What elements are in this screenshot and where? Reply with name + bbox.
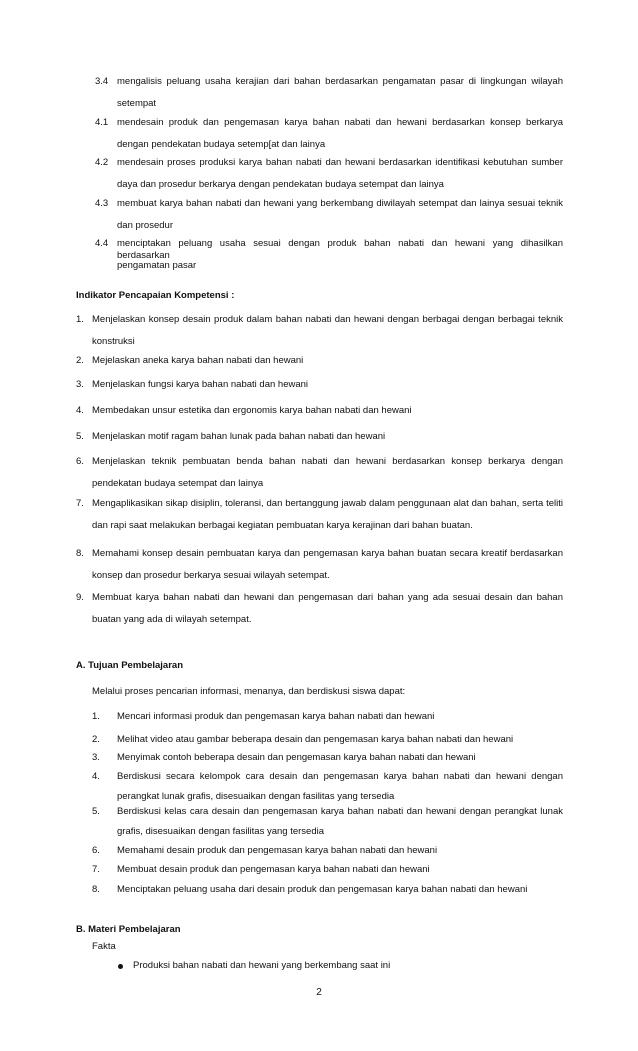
kd-item-number: 4.4 xyxy=(95,238,109,249)
kd-item-text-continued: setempat xyxy=(117,98,157,109)
tujuan-item xyxy=(92,864,563,876)
indikator-item-number: 2. xyxy=(76,355,84,366)
indikator-item xyxy=(76,456,563,468)
page-number: 2 xyxy=(316,987,322,998)
indikator-item-number: 8. xyxy=(76,548,84,559)
tujuan-item-text: Menciptakan peluang usaha dari desain produk dan pengemasan karya bahan nabati dan hewani xyxy=(117,884,528,895)
tujuan-item-text: Memahami desain produk dan pengemasan karya bahan nabati dan hewani xyxy=(117,845,438,856)
indikator-item-text-continued: buatan yang ada di wilayah setempat. xyxy=(92,614,252,625)
indikator-item-number: 1. xyxy=(76,314,84,325)
indikator-item xyxy=(76,431,563,443)
kd-item-number: 4.1 xyxy=(95,117,109,128)
indikator-item-text: Menjelaskan motif ragam bahan lunak pada bahan nabati dan hewani xyxy=(92,431,386,442)
kd-item-text-continued: daya dan prosedur berkarya dengan pendekatan budaya setempat dan lainya xyxy=(117,179,444,190)
kd-item xyxy=(95,157,563,169)
tujuan-item-number: 3. xyxy=(92,752,100,763)
kd-item-number: 4.3 xyxy=(95,198,109,209)
kd-item-text: mendesain proses produksi karya bahan nabati dan hewani berdasarkan identifikasi kebutuhan sumber xyxy=(117,157,563,168)
tujuan-item-number: 5. xyxy=(92,806,100,817)
tujuan-item-text: Berdiskusi secara kelompok cara desain dan pengemasan karya bahan nabati dan hewani dengan xyxy=(117,771,563,782)
tujuan-item-text: Menyimak contoh beberapa desain dan pengemasan karya bahan nabati dan hewani xyxy=(117,752,476,763)
indikator-heading: Indikator Pencapaian Kompetensi : xyxy=(76,290,235,301)
tujuan-item-number: 1. xyxy=(92,711,100,722)
kd-item-text: menciptakan peluang usaha sesuai dengan produk bahan nabati dan hewani yang dihasilkan berdasarkan xyxy=(117,238,563,261)
tujuan-item-number: 6. xyxy=(92,845,100,856)
kd-item xyxy=(95,76,563,88)
indikator-item xyxy=(76,314,563,326)
kd-item-text: membuat karya bahan nabati dan hewani yang berkembang diwilayah setempat dan lainya sesuai teknik xyxy=(117,198,563,209)
indikator-item-text-continued: dan rapi saat melakukan berbagai kegiatan pembuatan karya kerajinan dari bahan buatan. xyxy=(92,520,473,531)
indikator-item-number: 6. xyxy=(76,456,84,467)
indikator-item-number: 9. xyxy=(76,592,84,603)
tujuan-intro: Melalui proses pencarian informasi, menanya, dan berdiskusi siswa dapat: xyxy=(92,686,406,697)
kd-item xyxy=(95,117,563,129)
tujuan-item xyxy=(92,806,563,818)
indikator-item-text-continued: konsep dan prosedur berkarya sesuai wilayah setempat. xyxy=(92,570,330,581)
indikator-item xyxy=(76,548,563,560)
indikator-item xyxy=(76,498,563,510)
indikator-item-text: Mejelaskan aneka karya bahan nabati dan hewani xyxy=(92,355,304,366)
indikator-item-text: Mengaplikasikan sikap disiplin, toleransi, dan bertanggung jawab dalam penggunaan alat dan bahan, serta teliti xyxy=(92,498,563,509)
indikator-item-text: Menjelaskan fungsi karya bahan nabati dan hewani xyxy=(92,379,309,390)
tujuan-item-number: 2. xyxy=(92,734,100,745)
tujuan-item xyxy=(92,845,563,857)
kd-item-text: mengalisis peluang usaha kerajian dari bahan berdasarkan pengamatan pasar di lingkungan wilayah xyxy=(117,76,563,87)
indikator-item-text: Menjelaskan konsep desain produk dalam bahan nabati dan hewani dengan berbagai dengan berbagai teknik xyxy=(92,314,563,325)
kd-item-text-continued: dan prosedur xyxy=(117,220,173,231)
tujuan-item-text: Membuat desain produk dan pengemasan karya bahan nabati dan hewani xyxy=(117,864,430,875)
indikator-item xyxy=(76,379,563,391)
indikator-item-number: 3. xyxy=(76,379,84,390)
tujuan-item xyxy=(92,884,563,896)
tujuan-item xyxy=(92,752,563,764)
kd-item-text-continued: pengamatan pasar xyxy=(117,260,197,271)
kd-item xyxy=(95,198,563,210)
indikator-item xyxy=(76,405,563,417)
indikator-item-text: Menjelaskan teknik pembuatan benda bahan nabati dan hewani berdasarkan konsep berkarya dengan xyxy=(92,456,563,467)
indikator-item-text: Membuat karya bahan nabati dan hewani dan pengemasan dari bahan yang ada sesuai desain dan bahan xyxy=(92,592,563,603)
indikator-item xyxy=(76,355,563,367)
tujuan-item-number: 7. xyxy=(92,864,100,875)
kd-item-text: mendesain produk dan pengemasan karya bahan nabati dan hewani berdasarkan konsep berkarya xyxy=(117,117,563,128)
indikator-item xyxy=(76,592,563,604)
tujuan-item-text-continued: grafis, disesuaikan dengan fasilitas yang tersedia xyxy=(117,826,325,837)
tujuan-item-number: 8. xyxy=(92,884,100,895)
materi-subheading: Fakta xyxy=(92,941,116,952)
tujuan-item xyxy=(92,711,563,723)
tujuan-heading: A. Tujuan Pembelajaran xyxy=(76,660,183,671)
tujuan-item-text-continued: perangkat lunak grafis, disesuaikan dengan fasilitas yang tersedia xyxy=(117,791,395,802)
indikator-item-number: 7. xyxy=(76,498,84,509)
tujuan-item-text: Mencari informasi produk dan pengemasan karya bahan nabati dan hewani xyxy=(117,711,435,722)
indikator-item-text-continued: konstruksi xyxy=(92,336,135,347)
tujuan-item xyxy=(92,734,563,746)
tujuan-item-number: 4. xyxy=(92,771,100,782)
kd-item-text-continued: dengan pendekatan budaya setemp[at dan lainya xyxy=(117,139,326,150)
kd-item xyxy=(95,238,563,261)
materi-heading: B. Materi Pembelajaran xyxy=(76,924,181,935)
materi-bullet-text: Produksi bahan nabati dan hewani yang berkembang saat ini xyxy=(133,960,391,971)
tujuan-item-text: Melihat video atau gambar beberapa desain dan pengemasan karya bahan nabati dan hewani xyxy=(117,734,514,745)
indikator-item-number: 5. xyxy=(76,431,84,442)
indikator-item-number: 4. xyxy=(76,405,84,416)
indikator-item-text-continued: pendekatan budaya setempat dan lainya xyxy=(92,478,264,489)
kd-item-number: 4.2 xyxy=(95,157,109,168)
bullet-icon xyxy=(118,964,123,969)
tujuan-item xyxy=(92,771,563,783)
indikator-item-text: Membedakan unsur estetika dan ergonomis karya bahan nabati dan hewani xyxy=(92,405,412,416)
tujuan-item-text: Berdiskusi kelas cara desain dan pengemasan karya bahan nabati dan hewani dengan perangkat lunak xyxy=(117,806,563,817)
kd-item-number: 3.4 xyxy=(95,76,109,87)
indikator-item-text: Memahami konsep desain pembuatan karya dan pengemasan karya bahan buatan secara kreatif berdasarkan xyxy=(92,548,563,559)
